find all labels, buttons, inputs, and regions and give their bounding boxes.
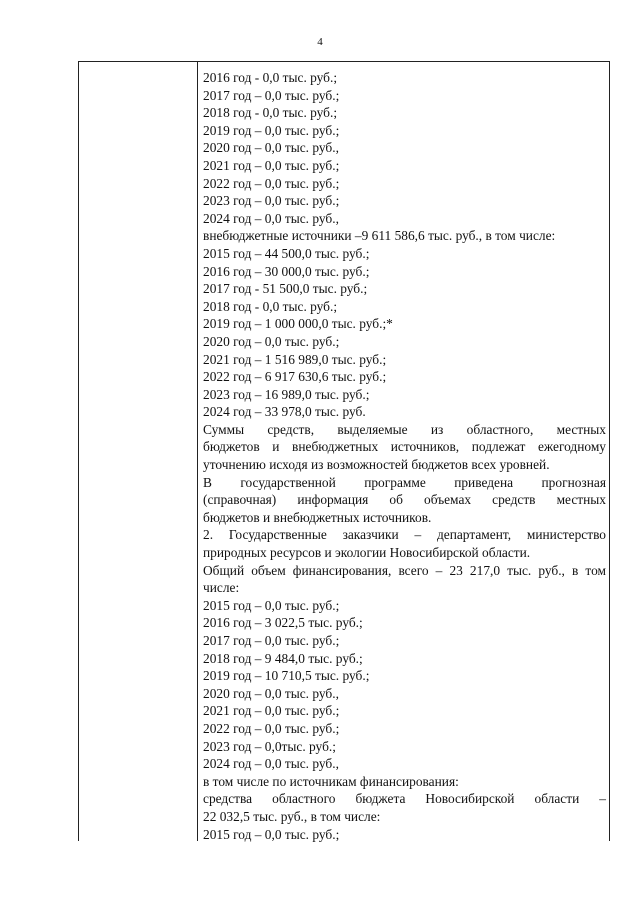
text-line: Общий объем финансирования, всего – 23 217,0 тыс. руб., в том: [203, 562, 606, 578]
text-line: 2020 год – 0,0 тыс. руб.,: [203, 140, 339, 156]
text-line: бюджетов и внебюджетных источников, подлежат ежегодному: [203, 439, 606, 455]
text-line: природных ресурсов и экологии Новосибирской области.: [203, 545, 531, 561]
text-line: в том числе по источникам финансирования:: [203, 773, 459, 789]
text-line: 2018 год - 0,0 тыс. руб.;: [203, 298, 338, 314]
text-line: 2024 год – 0,0 тыс. руб.,: [203, 210, 339, 226]
text-line: 2020 год – 0,0 тыс. руб.;: [203, 333, 340, 349]
text-line: 2018 год – 9 484,0 тыс. руб.;: [203, 650, 363, 666]
document-table: [78, 61, 610, 841]
text-line: 2022 год – 0,0 тыс. руб.;: [203, 720, 340, 736]
text-line: В государственной программе приведена прогнозная: [203, 474, 606, 490]
text-line: 2015 год – 0,0 тыс. руб.;: [203, 597, 340, 613]
text-line: 2016 год - 0,0 тыс. руб.;: [203, 70, 338, 85]
column-divider: [197, 62, 198, 841]
text-line: 2024 год – 33 978,0 тыс. руб.: [203, 404, 366, 420]
text-line: 2019 год – 10 710,5 тыс. руб.;: [203, 668, 370, 684]
text-line: 2017 год – 0,0 тыс. руб.;: [203, 87, 340, 103]
text-line: 2018 год - 0,0 тыс. руб.;: [203, 105, 338, 121]
text-line: 2015 год – 0,0 тыс. руб.;: [203, 826, 340, 842]
text-line: 2023 год – 16 989,0 тыс. руб.;: [203, 386, 370, 402]
text-line: внебюджетные источники –9 611 586,6 тыс. руб., в том числе:: [203, 228, 556, 244]
text-line: 2017 год – 0,0 тыс. руб.;: [203, 633, 340, 648]
text-line: 2016 год – 3 022,5 тыс. руб.;: [203, 615, 363, 631]
text-line: (справочная) информация об объемах средств местных: [203, 492, 606, 508]
text-line: бюджетов и внебюджетных источников.: [203, 509, 432, 525]
page-number: 4: [317, 36, 323, 48]
text-line: 2015 год – 44 500,0 тыс. руб.;: [203, 245, 370, 261]
text-line: 2021 год – 0,0 тыс. руб.;: [203, 157, 340, 173]
text-line: средства областного бюджета Новосибирской области –: [203, 791, 606, 807]
text-line: 2023 год – 0,0тыс. руб.;: [203, 738, 336, 754]
text-line: 22 032,5 тыс. руб., в том числе:: [203, 808, 381, 824]
text-line: 2019 год – 0,0 тыс. руб.;: [203, 122, 340, 138]
text-line: 2017 год - 51 500,0 тыс. руб.;: [203, 281, 368, 297]
text-line: уточнению исходя из возможностей бюджетов всех уровней.: [203, 457, 550, 473]
text-line: Суммы средств, выделяемые из областного, местных: [203, 421, 606, 437]
text-line: 2019 год – 1 000 000,0 тыс. руб.;*: [203, 316, 393, 332]
text-line: 2023 год – 0,0 тыс. руб.;: [203, 193, 340, 209]
text-line: 2022 год – 6 917 630,6 тыс. руб.;: [203, 369, 387, 385]
text-line: 2020 год – 0,0 тыс. руб.,: [203, 685, 339, 701]
table-cell-content: [203, 69, 606, 843]
text-line: 2016 год – 30 000,0 тыс. руб.;: [203, 263, 370, 279]
text-line: 2. Государственные заказчики – департамент, министерство: [203, 527, 606, 543]
text-line: числе:: [203, 580, 240, 596]
text-line: 2021 год – 1 516 989,0 тыс. руб.;: [203, 351, 387, 367]
text-line: 2021 год – 0,0 тыс. руб.;: [203, 703, 340, 719]
text-line: 2024 год – 0,0 тыс. руб.,: [203, 756, 339, 772]
text-line: 2022 год – 0,0 тыс. руб.;: [203, 175, 340, 191]
